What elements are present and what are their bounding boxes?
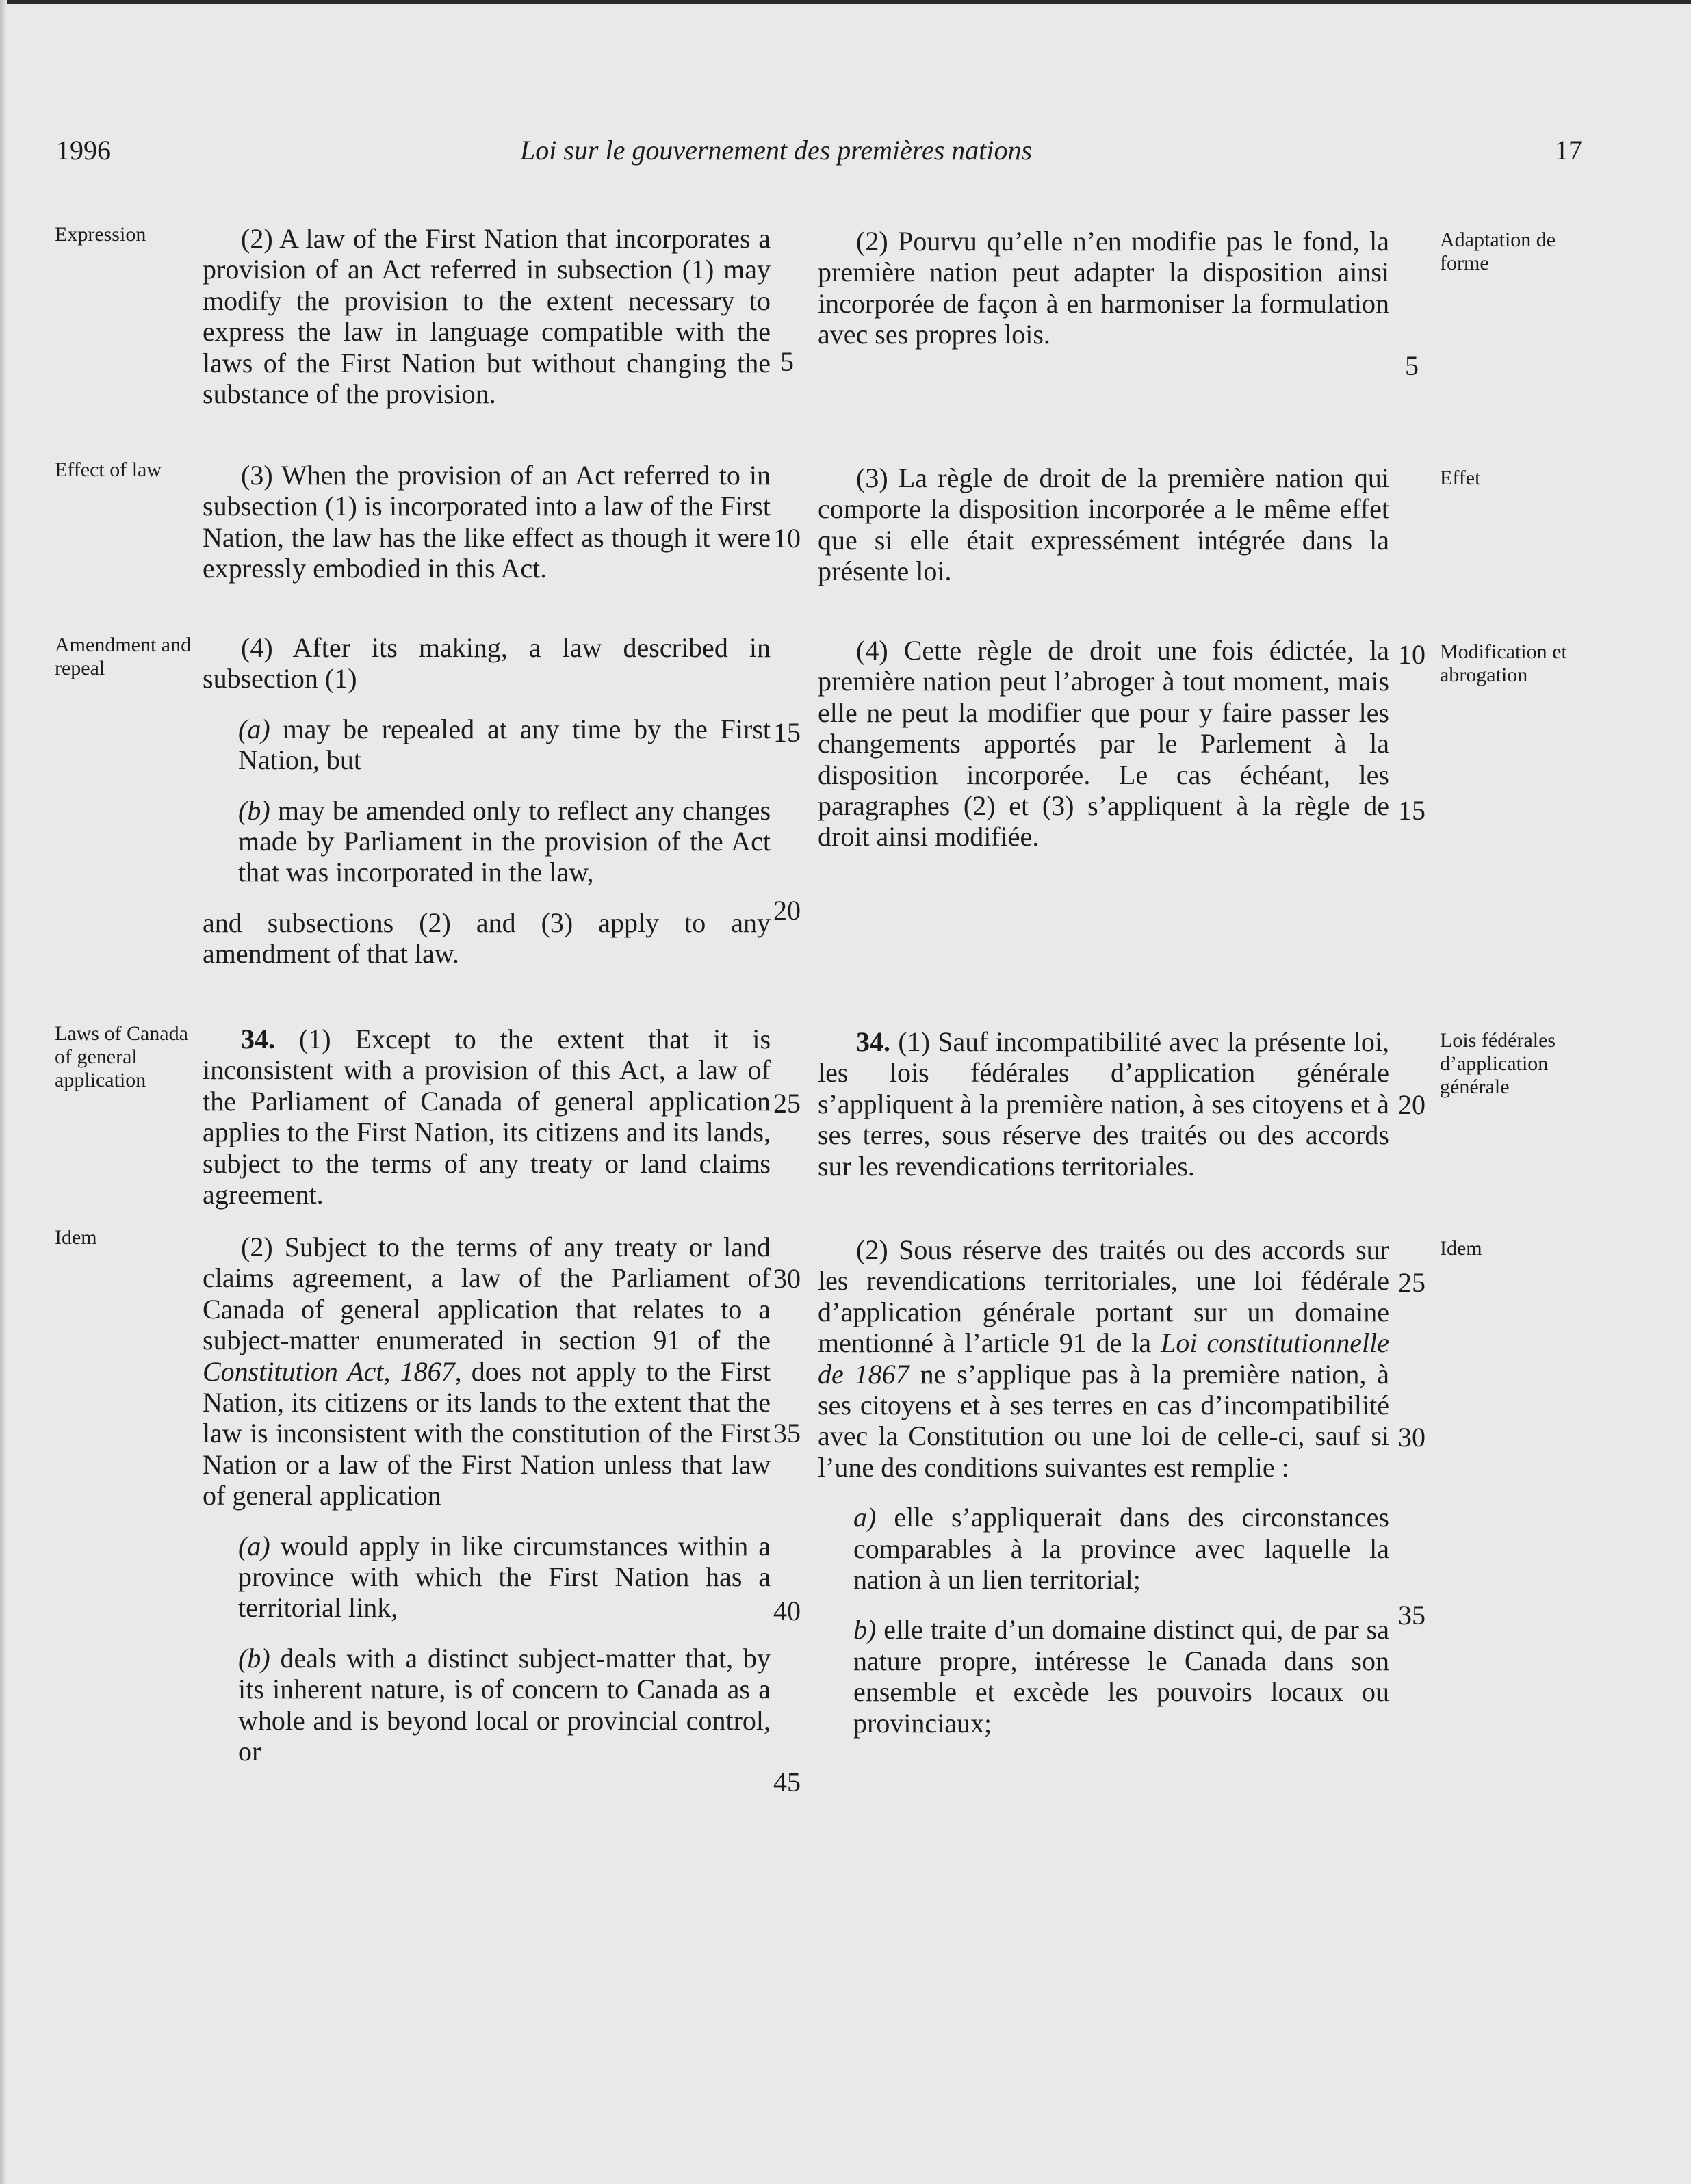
intro-text-2: ne s’applique pas à la première nation, à ses citoyens et à ses terres en cas d’incompatibilité avec la Constitution ou une loi de celle-ci, sauf si l’une des conditions suivantes est remplie : (818, 1358, 1390, 1483)
line-number-en: 35 (773, 1418, 801, 1448)
fr-section-34-1 (818, 1026, 1389, 1182)
section-number: 34. (241, 1024, 275, 1054)
en-34-2-intro (203, 1232, 771, 1511)
section-text: (1) Except to the extent that it is inconsistent with a provision of this Act, a law of the Parliament of Canada of general application applies to the First Nation, its citizens and its lands, subject to the terms of any treaty or land claims agreement. (203, 1024, 771, 1210)
item-label: b) (853, 1614, 877, 1646)
margin-note-effect-of-law: Effect of law (55, 458, 162, 481)
en-paragraph-33-3: (3) When the provision of an Act referred to in subsection (1) is incorporated into a law of the First Nation, the law has the like effect as though it were expressly embodied in this Act. (203, 460, 771, 584)
item-label: (a) (238, 1530, 270, 1561)
scan-left-edge (0, 0, 7, 2184)
line-number-en: 5 (780, 346, 794, 377)
line-number-fr: 30 (1398, 1422, 1425, 1453)
item-label: (b) (238, 1642, 270, 1674)
header-title: Loi sur le gouvernement des premières nations (520, 135, 1033, 166)
item-label: (b) (238, 794, 270, 826)
act-name: Loi constitutionnelle de 1867 (818, 1327, 1390, 1390)
line-number-fr: 15 (1398, 795, 1425, 826)
line-number-en: 10 (773, 523, 801, 554)
en-34-2-item-a (203, 1531, 771, 1624)
margin-note-adaptation: Adaptation de forme (1440, 229, 1556, 274)
fr-paragraph-33-4: (4) Cette règle de droit une fois édictée, la première nation peut l’abroger à tout moment, mais elle ne peut la modifier que pour y faire passer les changements apportés par le Parlement à la disposition incorporée. Le cas échéant, les paragraphes (2) et (3) s’appliquent à la règle de droit ainsi modifiée. (818, 635, 1389, 853)
en-33-4-item-a (203, 714, 771, 776)
line-number-en: 30 (773, 1263, 801, 1294)
margin-note-modification: Modification et abrogation (1440, 640, 1567, 686)
line-number-fr: 35 (1398, 1600, 1425, 1630)
line-number-fr: 25 (1398, 1267, 1425, 1298)
en-33-4-item-b (203, 795, 771, 888)
fr-34-2-item-a (818, 1502, 1389, 1595)
line-number-en: 45 (773, 1767, 801, 1797)
fr-34-2-intro (818, 1234, 1389, 1483)
en-paragraph-33-4 (203, 632, 771, 970)
line-number-en: 15 (773, 717, 801, 748)
scan-top-edge (0, 0, 1691, 4)
margin-note-laws-of-canada: Laws of Canada of general application (55, 1022, 188, 1091)
item-text: elle s’appliquerait dans des circonstances comparables à la province avec laquelle la nation à un lien territorial; (853, 1502, 1389, 1596)
line-number-en: 25 (773, 1088, 801, 1119)
en-34-2-item-b (203, 1643, 771, 1767)
item-text: may be amended only to reflect any changes made by Parliament in the provision of the Act that was incorporated in the law, (238, 794, 771, 888)
intro-text-1: (2) Sous réserve des traités ou des accords sur les revendications territoriales, une loi fédérale d’application générale portant sur un domaine mentionné à l’article 91 de la (818, 1234, 1389, 1359)
intro-text-1: (2) Subject to the terms of any treaty or land claims agreement, a law of the Parliament of Canada of general application that relates to a subject-matter enumerated in section 91 of the (203, 1232, 771, 1356)
line-number-en: 20 (773, 895, 801, 926)
page-number: 17 (1555, 135, 1582, 166)
en-section-34-1 (203, 1024, 771, 1210)
en-paragraph-33-2: (2) A law of the First Nation that incorporates a provision of an Act referred in subsection (1) may modify the provision to the extent necessary to express the law in language compatible with the laws of the First Nation but without changing the substance of the provision. (203, 223, 771, 410)
fr-section-34-2 (818, 1234, 1389, 1739)
header-year: 1996 (56, 135, 111, 166)
intro-text-2: does not apply to the First Nation, its citizens or its lands to the extent that the law is inconsistent with the constitution of the First Nation or a law of the First Nation unless that law of general application (203, 1355, 771, 1511)
line-number-fr: 5 (1405, 350, 1419, 381)
fr-paragraph-33-2: (2) Pourvu qu’elle n’en modifie pas le fond, la première nation peut adapter la disposition ainsi incorporée de façon à en harmoniser la formulation avec ses propres lois. (818, 226, 1389, 350)
margin-note-idem-fr: Idem (1440, 1237, 1482, 1260)
section-text: (1) Sauf incompatibilité avec la présente loi, les lois fédérales d’application générale s’appliquent à la première nation, à ses citoyens et à ses terres, sous réserve des traités ou des accords sur les revendications territoriales. (818, 1026, 1390, 1182)
en-section-34-2 (203, 1232, 771, 1767)
item-label: a) (853, 1502, 877, 1533)
en-33-4-intro: (4) After its making, a law described in subsection (1) (203, 632, 771, 694)
item-text: deals with a distinct subject-matter that, by its inherent nature, is of concern to Canada as a whole and is beyond local or provincial control, or (238, 1642, 771, 1767)
item-text: elle traite d’un domaine distinct qui, de par sa nature propre, intéresse le Canada dans son ensemble et excède les pouvoirs locaux ou provinciaux; (853, 1614, 1389, 1739)
item-text: may be repealed at any time by the First Nation, but (238, 713, 771, 776)
margin-note-effet: Effet (1440, 467, 1481, 489)
act-name: Constitution Act, 1867, (203, 1355, 462, 1387)
en-33-4-outro: and subsections (2) and (3) apply to any amendment of that law. (203, 907, 771, 970)
item-label: (a) (238, 713, 270, 744)
item-text: would apply in like circumstances within a province with which the First Nation has a territorial link, (238, 1530, 771, 1624)
margin-note-lois-federales: Lois fédérales d’application générale (1440, 1029, 1556, 1098)
margin-note-expression: Expression (55, 223, 146, 246)
section-number: 34. (856, 1026, 890, 1057)
margin-note-amendment-and-repeal: Amendment and repeal (55, 634, 192, 679)
line-number-en: 40 (773, 1596, 801, 1626)
margin-note-idem-en: Idem (55, 1226, 97, 1249)
fr-paragraph-33-3: (3) La règle de droit de la première nation qui comporte la disposition incorporée a le même effet que si elle était expressément intégrée dans la présente loi. (818, 463, 1389, 587)
line-number-fr: 10 (1398, 639, 1425, 670)
line-number-fr: 20 (1398, 1089, 1425, 1120)
fr-34-2-item-b (818, 1614, 1389, 1739)
